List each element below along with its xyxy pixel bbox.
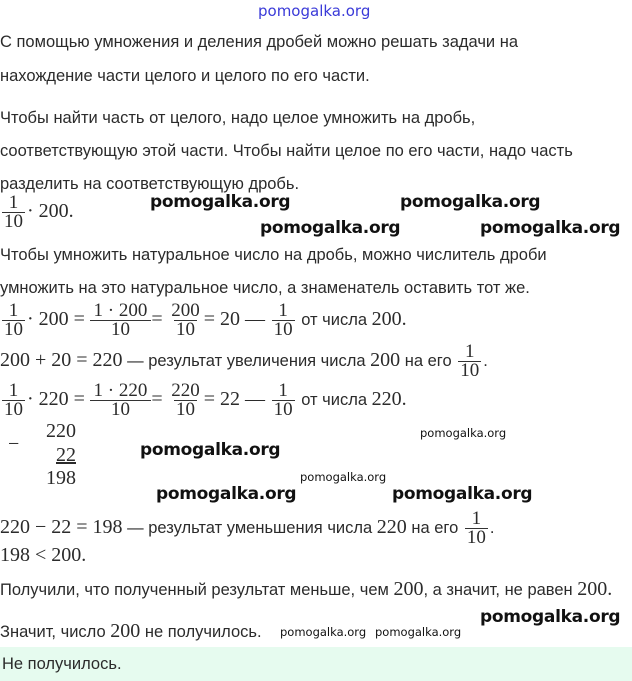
watermark: pomogalka.org: [156, 484, 297, 504]
subtrahend: 22: [56, 444, 76, 466]
paragraph-line: Получили, что полученный результат меньше, чем 200, а значит, не равен 200.: [0, 578, 613, 600]
minus-sign: −: [8, 433, 20, 455]
watermark: pomogalka.org: [400, 192, 541, 212]
paragraph-line: умножить на это натуральное число, а знаменатель оставить тот же.: [0, 279, 530, 297]
paragraph-line: Чтобы найти часть от целого, надо целое умножить на дробь,: [0, 109, 476, 127]
paragraph-line: С помощью умножения и деления дробей можно решать задачи на: [0, 33, 519, 51]
math-expression: 220 − 22 = 198 — результат уменьшения числа 220 на его $\frac{1}{10}$ .: [0, 508, 495, 548]
paragraph-line: соответствующую этой части. Чтобы найти целое по его части, надо часть: [0, 142, 573, 160]
math-expression: 200 + 20 = 220 — результат увеличения числа 200 на его $\frac{1}{10}$ .: [0, 341, 488, 381]
watermark: pomogalka.org: [260, 218, 401, 238]
math-expression: $\frac{1}{10}$ · 200 = $\frac{1 \cdot 200}{10}$ = $\frac{200}{10}$ = 20 — $\frac{1}{10}$ от числа 200.: [4, 300, 407, 340]
paragraph-line: разделить на соответствующую дробь.: [0, 175, 300, 193]
paragraph-line: нахождение части целого и целого по его части.: [0, 67, 370, 85]
watermark: pomogalka.org: [140, 440, 281, 460]
watermark: pomogalka.org: [300, 470, 387, 484]
watermark: pomogalka.org: [480, 607, 621, 627]
paragraph-line: Чтобы умножить натуральное число на дробь, можно числитель дроби: [0, 246, 547, 264]
math-expression: $\frac{1}{10}$ · 200.: [4, 192, 74, 232]
math-expression: $\frac{1}{10}$ · 220 = $\frac{1 \cdot 220}{10}$ = $\frac{220}{10}$ = 22 — $\frac{1}{10}$ от числа 220.: [4, 380, 407, 420]
paragraph-line: Значит, число 200 не получилось.: [0, 620, 262, 642]
watermark: pomogalka.org: [280, 625, 367, 639]
watermark-top: pomogalka.org: [258, 2, 371, 20]
answer-text: Не получилось.: [2, 655, 122, 673]
math-expression: 198 < 200.: [0, 544, 87, 566]
answer-box: [0, 647, 632, 681]
watermark: pomogalka.org: [150, 192, 291, 212]
watermark: pomogalka.org: [420, 426, 507, 440]
watermark: pomogalka.org: [480, 218, 621, 238]
watermark: pomogalka.org: [375, 625, 462, 639]
minuend: 220: [46, 420, 76, 442]
watermark: pomogalka.org: [392, 484, 533, 504]
difference: 198: [46, 467, 76, 489]
